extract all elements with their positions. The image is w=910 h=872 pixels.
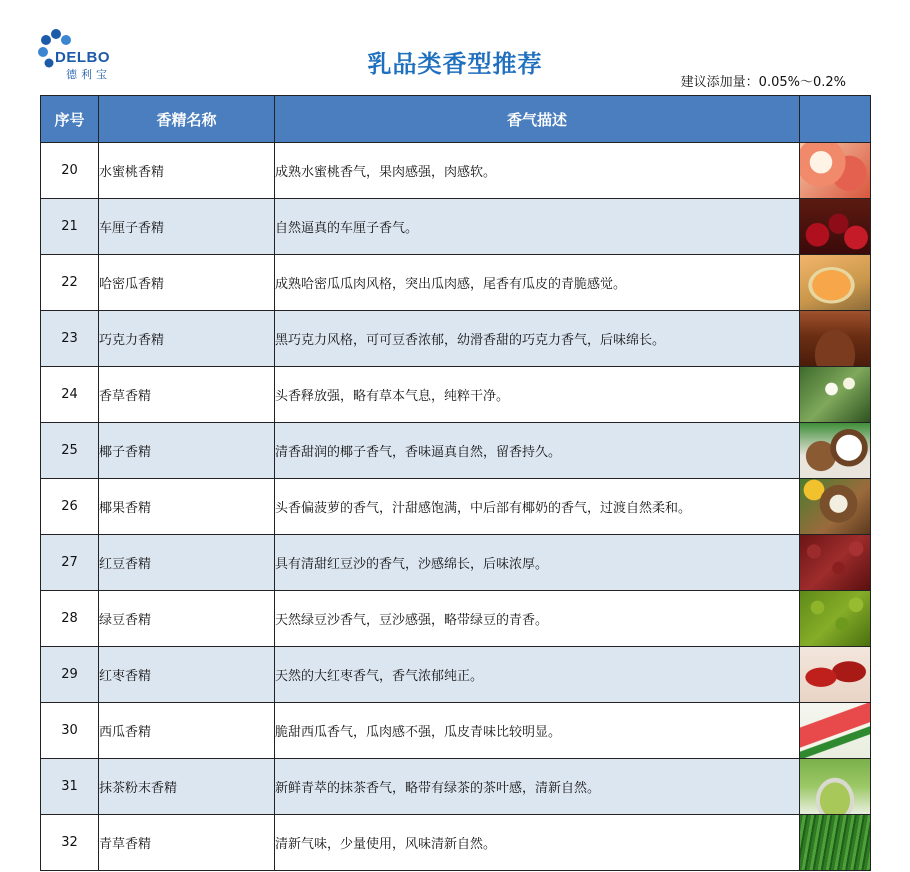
table-row: [41, 367, 871, 423]
vanilla-image: [800, 367, 870, 422]
row-number: 31: [41, 759, 99, 815]
header-image: [800, 96, 871, 143]
flavor-name: 巧克力香精: [99, 311, 275, 367]
row-number: 21: [41, 199, 99, 255]
table-row: [41, 423, 871, 479]
flavor-name: 绿豆香精: [99, 591, 275, 647]
flavor-name: 椰子香精: [99, 423, 275, 479]
aroma-description: 头香偏菠萝的香气，汁甜感饱满，中后部有椰奶的香气，过渡自然柔和。: [275, 479, 800, 535]
table-row: [41, 311, 871, 367]
red-bean-image: [800, 535, 870, 590]
table-header-row: [41, 96, 871, 143]
coconut-fruit-image: [800, 479, 870, 534]
row-number: 30: [41, 703, 99, 759]
header-number: 序号: [41, 96, 99, 143]
flavor-name: 青草香精: [99, 815, 275, 871]
flavor-name: 哈密瓜香精: [99, 255, 275, 311]
logo-brand-text: DELBO: [55, 49, 110, 66]
table-row: [41, 591, 871, 647]
table-row: [41, 255, 871, 311]
aroma-description: 具有清甜红豆沙的香气，沙感绵长，后味浓厚。: [275, 535, 800, 591]
aroma-description: 成熟哈密瓜瓜肉风格，突出瓜肉感，尾香有瓜皮的青脆感觉。: [275, 255, 800, 311]
grass-image: [800, 815, 870, 870]
row-number: 32: [41, 815, 99, 871]
flavor-name: 红豆香精: [99, 535, 275, 591]
table-row: [41, 199, 871, 255]
row-number: 22: [41, 255, 99, 311]
flavor-table: [40, 95, 871, 871]
flavor-name: 香草香精: [99, 367, 275, 423]
row-number: 23: [41, 311, 99, 367]
row-number: 26: [41, 479, 99, 535]
table-row: [41, 759, 871, 815]
aroma-description: 脆甜西瓜香气，瓜肉感不强，瓜皮青味比较明显。: [275, 703, 800, 759]
flavor-name: 抹茶粉末香精: [99, 759, 275, 815]
matcha-image: [800, 759, 870, 814]
mung-bean-image: [800, 591, 870, 646]
aroma-description: 自然逼真的车厘子香气。: [275, 199, 800, 255]
aroma-description: 头香释放强，略有草本气息，纯粹干净。: [275, 367, 800, 423]
flavor-name: 红枣香精: [99, 647, 275, 703]
aroma-description: 新鲜青萃的抹茶香气，略带有绿茶的茶叶感，清新自然。: [275, 759, 800, 815]
jujube-image: [800, 647, 870, 702]
table-row: [41, 143, 871, 199]
flavor-name: 水蜜桃香精: [99, 143, 275, 199]
page-title: 乳品类香型推荐: [367, 50, 543, 78]
row-number: 25: [41, 423, 99, 479]
coconut-image: [800, 423, 870, 478]
row-number: 28: [41, 591, 99, 647]
aroma-description: 成熟水蜜桃香气，果肉感强，肉感软。: [275, 143, 800, 199]
table-row: [41, 703, 871, 759]
flavor-name: 椰果香精: [99, 479, 275, 535]
melon-image: [800, 255, 870, 310]
chocolate-image: [800, 311, 870, 366]
row-number: 24: [41, 367, 99, 423]
row-number: 29: [41, 647, 99, 703]
row-number: 27: [41, 535, 99, 591]
header-flavor-name: 香精名称: [99, 96, 275, 143]
table-row: [41, 479, 871, 535]
aroma-description: 天然的大红枣香气，香气浓郁纯正。: [275, 647, 800, 703]
row-number: 20: [41, 143, 99, 199]
table-row: [41, 815, 871, 871]
logo-chinese-text: 德利宝: [66, 68, 111, 81]
watermelon-image: [800, 703, 870, 758]
aroma-description: 天然绿豆沙香气，豆沙感强，略带绿豆的青香。: [275, 591, 800, 647]
table-row: [41, 647, 871, 703]
peach-image: [800, 143, 870, 198]
flavor-name: 西瓜香精: [99, 703, 275, 759]
table-row: [41, 535, 871, 591]
header-aroma-description: 香气描述: [275, 96, 800, 143]
aroma-description: 清新气味，少量使用，风味清新自然。: [275, 815, 800, 871]
aroma-description: 清香甜润的椰子香气，香味逼真自然，留香持久。: [275, 423, 800, 479]
dosage-note: 建议添加量：0.05%～0.2%: [680, 75, 846, 90]
flavor-name: 车厘子香精: [99, 199, 275, 255]
cherry-image: [800, 199, 870, 254]
aroma-description: 黑巧克力风格，可可豆香浓郁，幼滑香甜的巧克力香气，后味绵长。: [275, 311, 800, 367]
